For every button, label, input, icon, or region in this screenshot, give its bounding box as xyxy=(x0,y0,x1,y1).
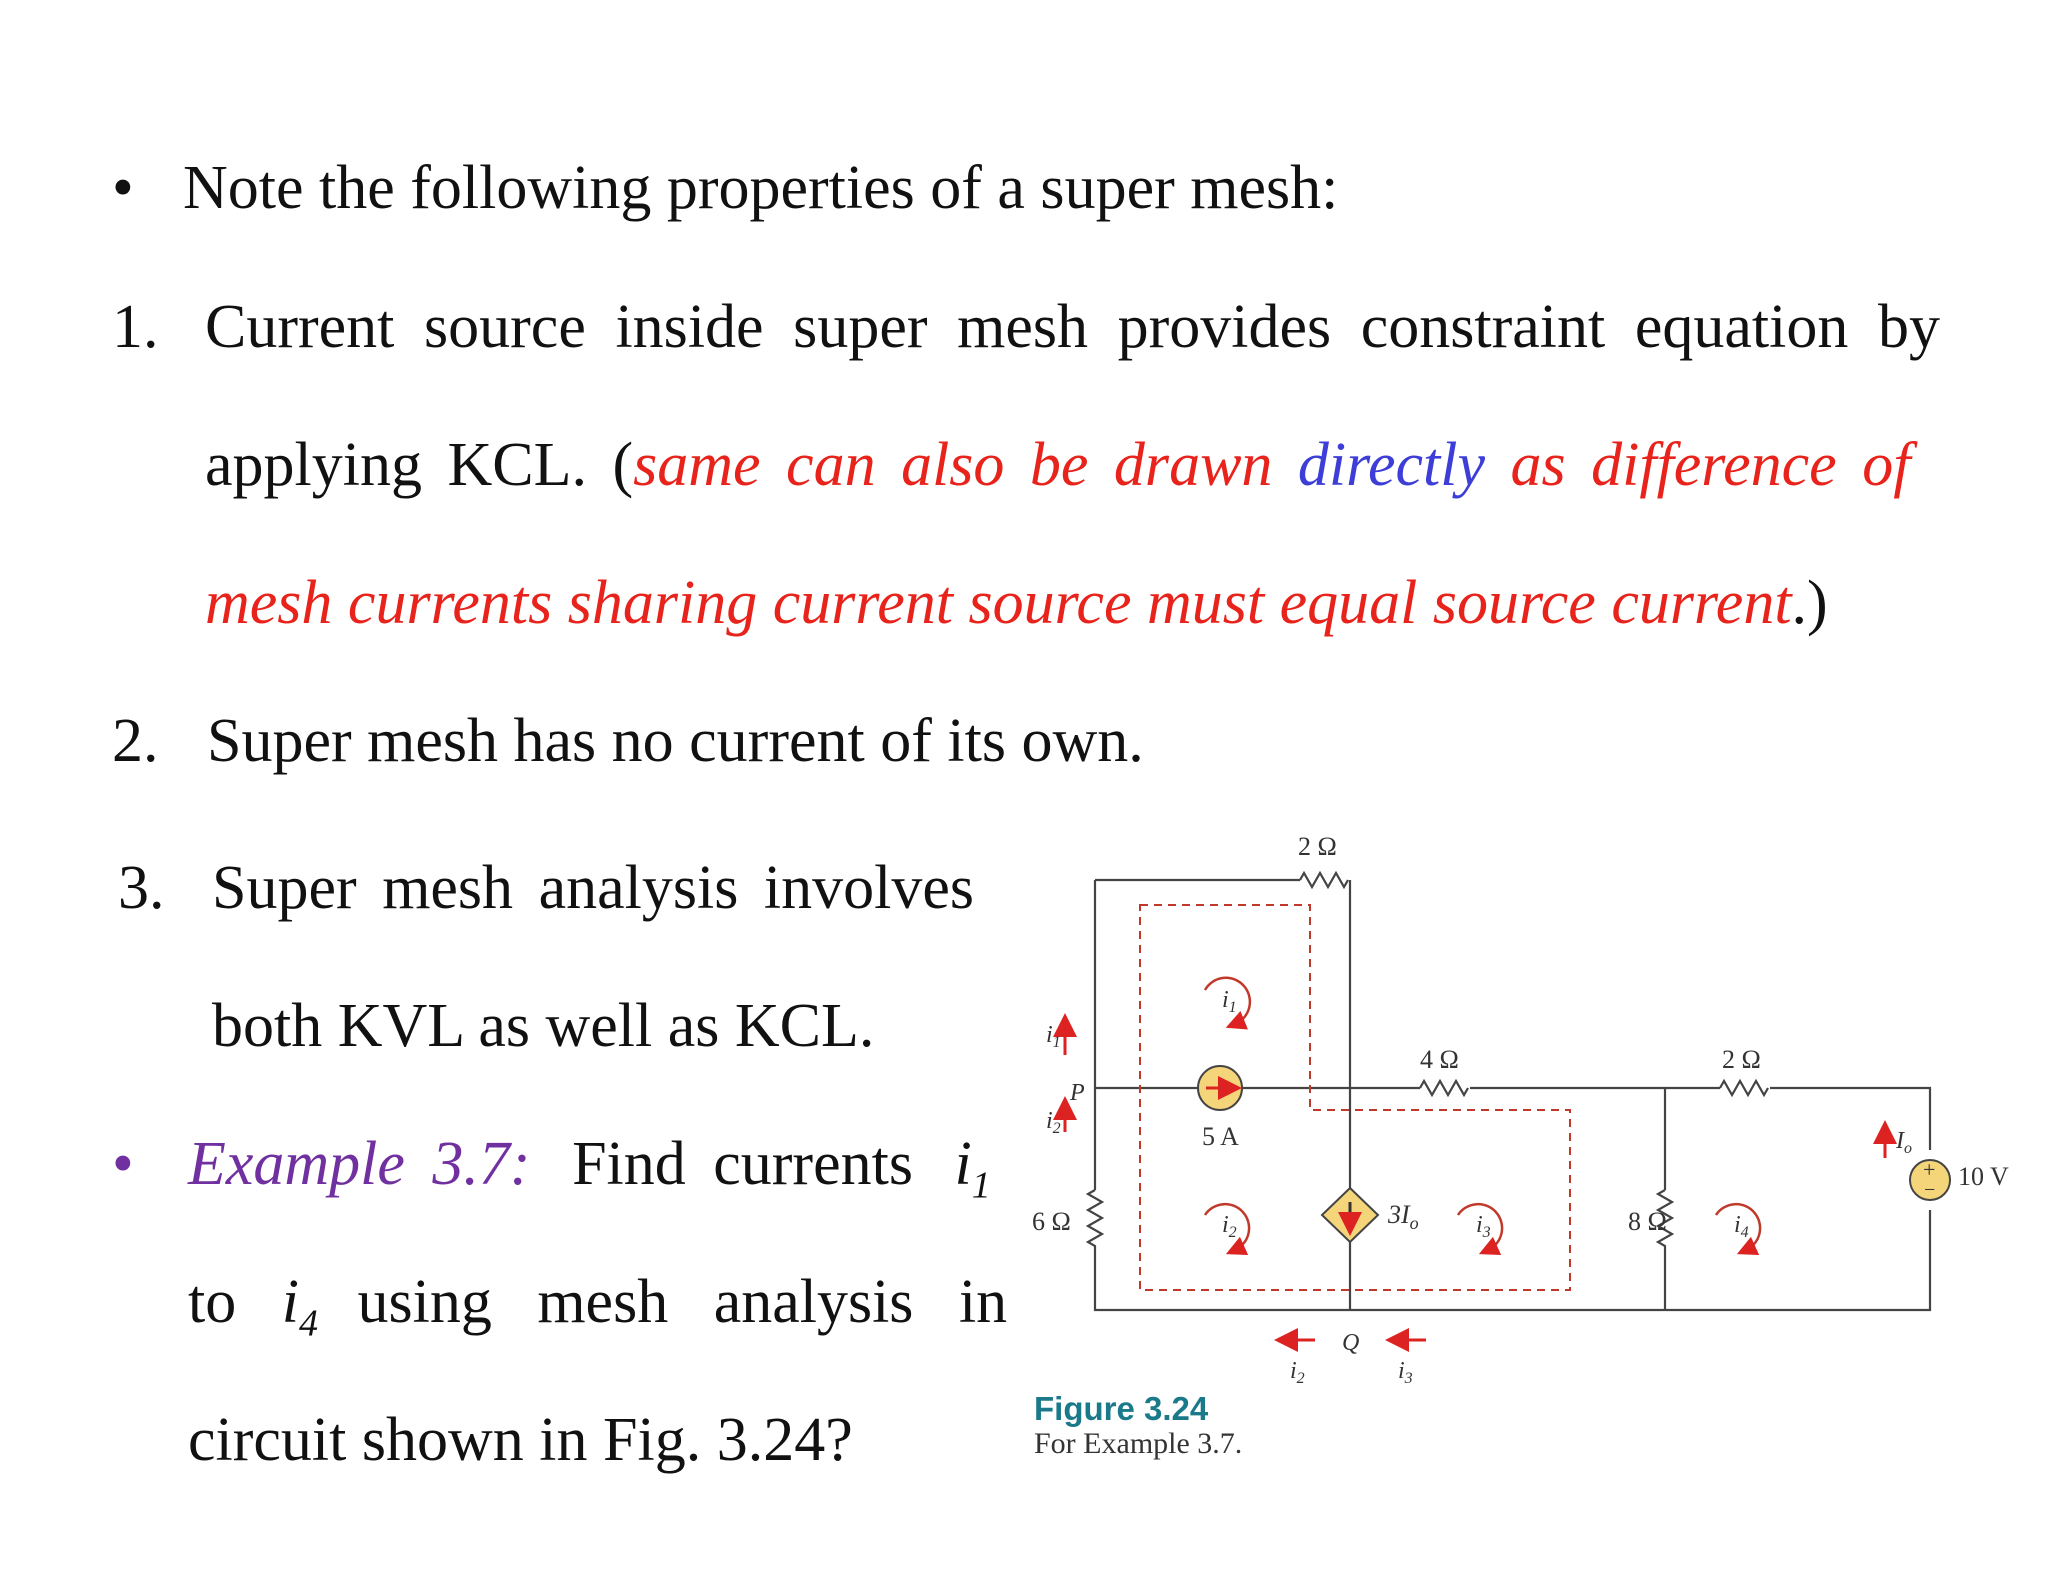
intro-bullet: • xyxy=(112,154,134,222)
label-i1-branch: $i_1$ xyxy=(1046,1022,1061,1051)
item-1-number: 1. xyxy=(112,293,159,361)
item-1-blue-text: directly xyxy=(1297,431,1485,499)
example-line-3: circuit shown in Fig. 3.24? xyxy=(188,1406,853,1474)
label-r-4: 4 Ω xyxy=(1420,1045,1459,1074)
example-line-1 xyxy=(188,1130,991,1207)
item-1-line-1: Current source inside super mesh provides constraint equation by xyxy=(205,293,1940,361)
label-i2-bottom: $i_2$ xyxy=(1290,1358,1305,1387)
label-i3-bottom: $i_3$ xyxy=(1398,1358,1413,1387)
example-i4: $i_4$ xyxy=(281,1268,318,1345)
item-1-red-text-3: mesh currents sharing current source must equal source current xyxy=(205,569,1792,637)
item-1-red-text-2: as difference of xyxy=(1484,431,1911,499)
example-line-2 xyxy=(188,1268,1008,1345)
example-bullet: • xyxy=(112,1130,134,1198)
item-1-line-2-text: applying KCL. ( xyxy=(205,431,634,499)
item-3-line-1: Super mesh analysis involves xyxy=(212,854,974,922)
label-i1-mesh: $i_1$ xyxy=(1222,987,1237,1016)
item-2-text: Super mesh has no current of its own. xyxy=(207,707,1144,775)
label-plus: + xyxy=(1923,1157,1936,1182)
label-io: $I_o$ xyxy=(1896,1128,1912,1157)
example-label: Example 3.7: xyxy=(188,1130,531,1198)
label-i2-mesh: $i_2$ xyxy=(1222,1212,1237,1241)
figure-caption: For Example 3.7. xyxy=(1034,1427,1243,1460)
label-minus: − xyxy=(1924,1179,1936,1201)
wire-left-bottom xyxy=(1095,1210,1930,1310)
label-i4-mesh: $i_4$ xyxy=(1734,1212,1749,1241)
item-3-line-2: both KVL as well as KCL. xyxy=(212,992,875,1060)
item-3-number: 3. xyxy=(118,854,165,922)
item-1-line-2 xyxy=(205,431,1947,499)
resistor-6 xyxy=(1088,1190,1102,1250)
example-i1: $i_1$ xyxy=(954,1130,991,1207)
label-r-top: 2 Ω xyxy=(1298,832,1337,861)
resistor-right xyxy=(1720,1081,1768,1095)
example-line-1-text: Find currents xyxy=(572,1130,913,1198)
label-10v: 10 V xyxy=(1958,1162,2009,1191)
label-i3-mesh: $i_3$ xyxy=(1476,1212,1491,1241)
item-1-line-3-end: .) xyxy=(1791,569,1828,637)
label-r-right: 2 Ω xyxy=(1722,1045,1761,1074)
label-r-6: 6 Ω xyxy=(1032,1207,1071,1236)
resistor-4 xyxy=(1420,1081,1468,1095)
circuit-diagram xyxy=(1010,810,2009,1410)
item-1-line-3 xyxy=(205,569,1828,637)
example-line-2-rest: using mesh analysis in xyxy=(357,1268,1008,1336)
item-2-number: 2. xyxy=(112,707,159,775)
example-to: to xyxy=(188,1268,237,1336)
label-q: Q xyxy=(1342,1330,1360,1356)
intro-text: Note the following properties of a super mesh: xyxy=(183,154,1339,222)
item-1-red-text-1: same can also be drawn xyxy=(633,431,1298,499)
figure-title: Figure 3.24 xyxy=(1034,1390,1209,1427)
label-dep: $3I_o$ xyxy=(1388,1200,1419,1233)
resistor-top xyxy=(1300,873,1348,887)
label-5a: 5 A xyxy=(1202,1122,1239,1151)
label-i2-branch: $i_2$ xyxy=(1046,1108,1061,1137)
label-p: P xyxy=(1070,1080,1085,1106)
label-r-8: 8 Ω xyxy=(1628,1207,1667,1236)
